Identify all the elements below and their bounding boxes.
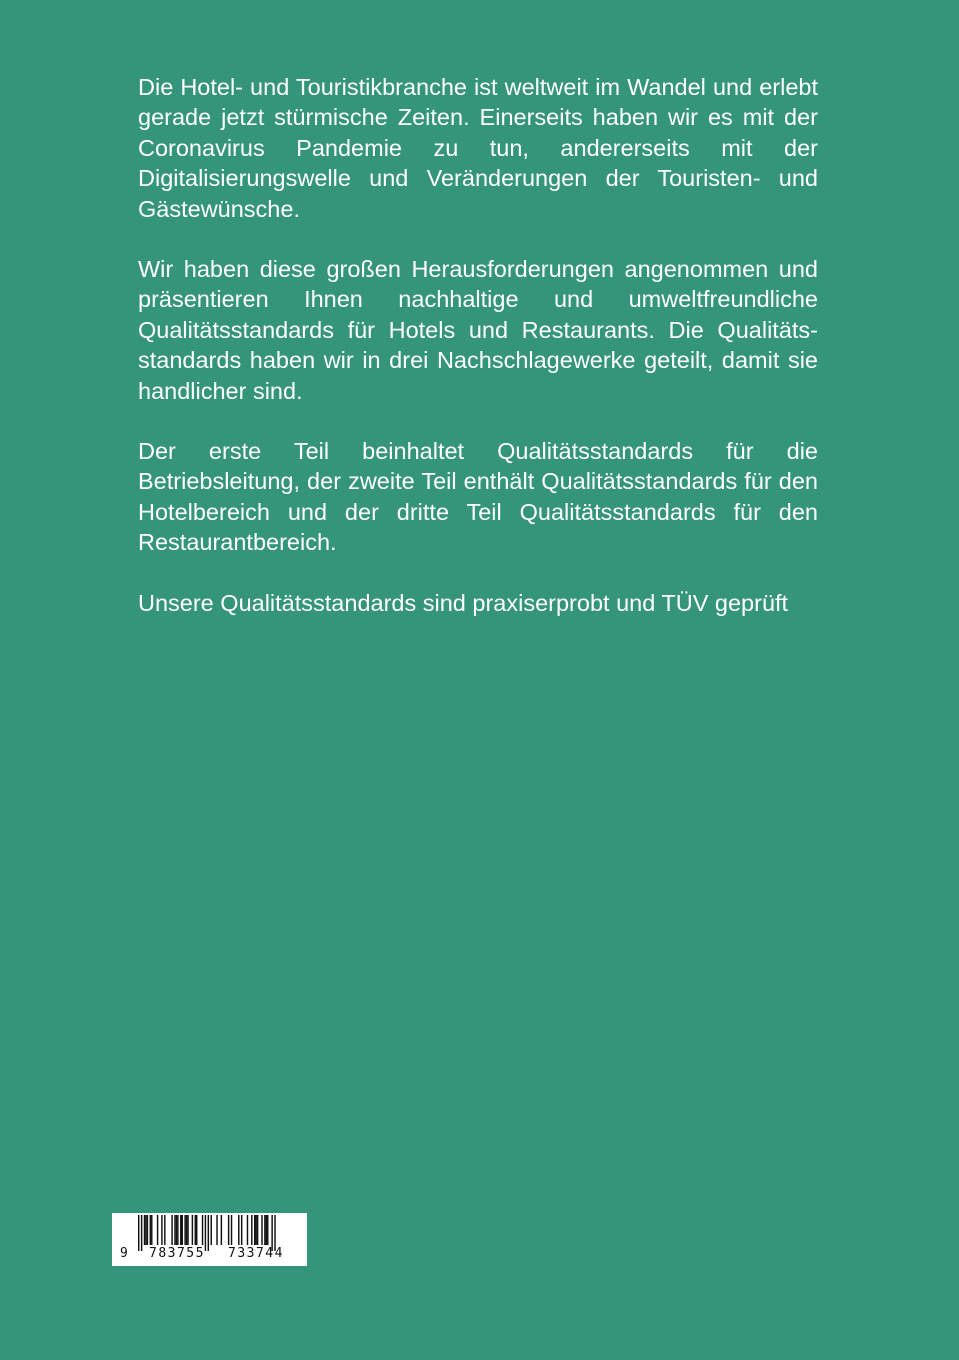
barcode-bar (157, 1215, 158, 1245)
barcode-bar (264, 1215, 265, 1245)
paragraph-parts: Der erste Teil beinhaltet Qualitätsstandards für die Betriebsleitung, der zweite Teil enthält Qualitätsstandards für den Hotelbereich und der dritte Teil Qualitätsstandards für den Restaurantbereich. (138, 438, 818, 556)
barcode-bar (211, 1215, 212, 1245)
barcode-right-digits: 733744 (228, 1246, 284, 1261)
barcode-bar (141, 1215, 142, 1251)
barcode-bar (195, 1215, 196, 1245)
barcode-bar (192, 1215, 193, 1245)
barcode-bar (238, 1215, 239, 1245)
barcode-bar (251, 1215, 252, 1245)
barcode-bar (184, 1215, 185, 1245)
paragraph-challenges: Wir haben diese großen Herausforderungen angenommen und präsentieren Ihnen nachhaltige und umweltfreundliche Qualitätsstandards für Hotels und Restaurants. Die Qualitäts-standards haben wir in drei Nachschlagewerke geteilt, damit sie handlicher sind. (138, 256, 818, 404)
barcode-bar (177, 1215, 178, 1245)
barcode-bar (267, 1215, 268, 1245)
barcode-bar (187, 1215, 188, 1245)
barcode-bar (147, 1215, 148, 1245)
barcode-bar (257, 1215, 258, 1245)
barcode-bar (241, 1215, 242, 1245)
blurb-text (138, 72, 818, 648)
barcode-bar (171, 1215, 172, 1245)
barcode-bar (180, 1215, 181, 1245)
barcode-bar (151, 1215, 152, 1245)
barcode-bar (266, 1215, 267, 1245)
barcode-bar (144, 1215, 145, 1245)
barcode-bar (255, 1215, 256, 1245)
barcode-bar (145, 1215, 146, 1245)
isbn-barcode (112, 1213, 307, 1266)
barcode-bar (186, 1215, 187, 1245)
barcode-bar (254, 1215, 255, 1245)
barcode-bar (247, 1215, 248, 1245)
barcode-bar (202, 1215, 203, 1245)
barcode-bar (216, 1215, 217, 1245)
paragraph-intro: Die Hotel- und Touristikbranche ist weltweit im Wandel und erlebt gerade jetzt stürmische Zeiten. Einerseits haben wir es mit der Coronavirus Pandemie zu tun, andererseits mit der Digitalisierungswelle und Veränderungen der Touristen- und Gästewünsche. (138, 74, 818, 222)
barcode-bar (208, 1215, 209, 1251)
barcode-lead-digit: 9 (120, 1246, 130, 1261)
barcode-bar (221, 1215, 222, 1245)
barcode-bar (228, 1215, 229, 1245)
barcode-bar (150, 1215, 151, 1245)
paragraph-certification: Unsere Qualitätsstandards sind praxiserprobt und TÜV geprüft (138, 589, 789, 616)
barcode-bar (174, 1215, 175, 1245)
barcode-bar (176, 1215, 177, 1245)
barcode-left-digits: 783755 (149, 1246, 205, 1261)
barcode-bar (182, 1215, 183, 1245)
barcode-bar (138, 1215, 139, 1251)
barcode-bar (196, 1215, 197, 1245)
barcode-bar (164, 1215, 165, 1245)
barcode-bar (261, 1215, 262, 1245)
barcode-bar (231, 1215, 232, 1245)
barcode-bar (161, 1215, 162, 1245)
